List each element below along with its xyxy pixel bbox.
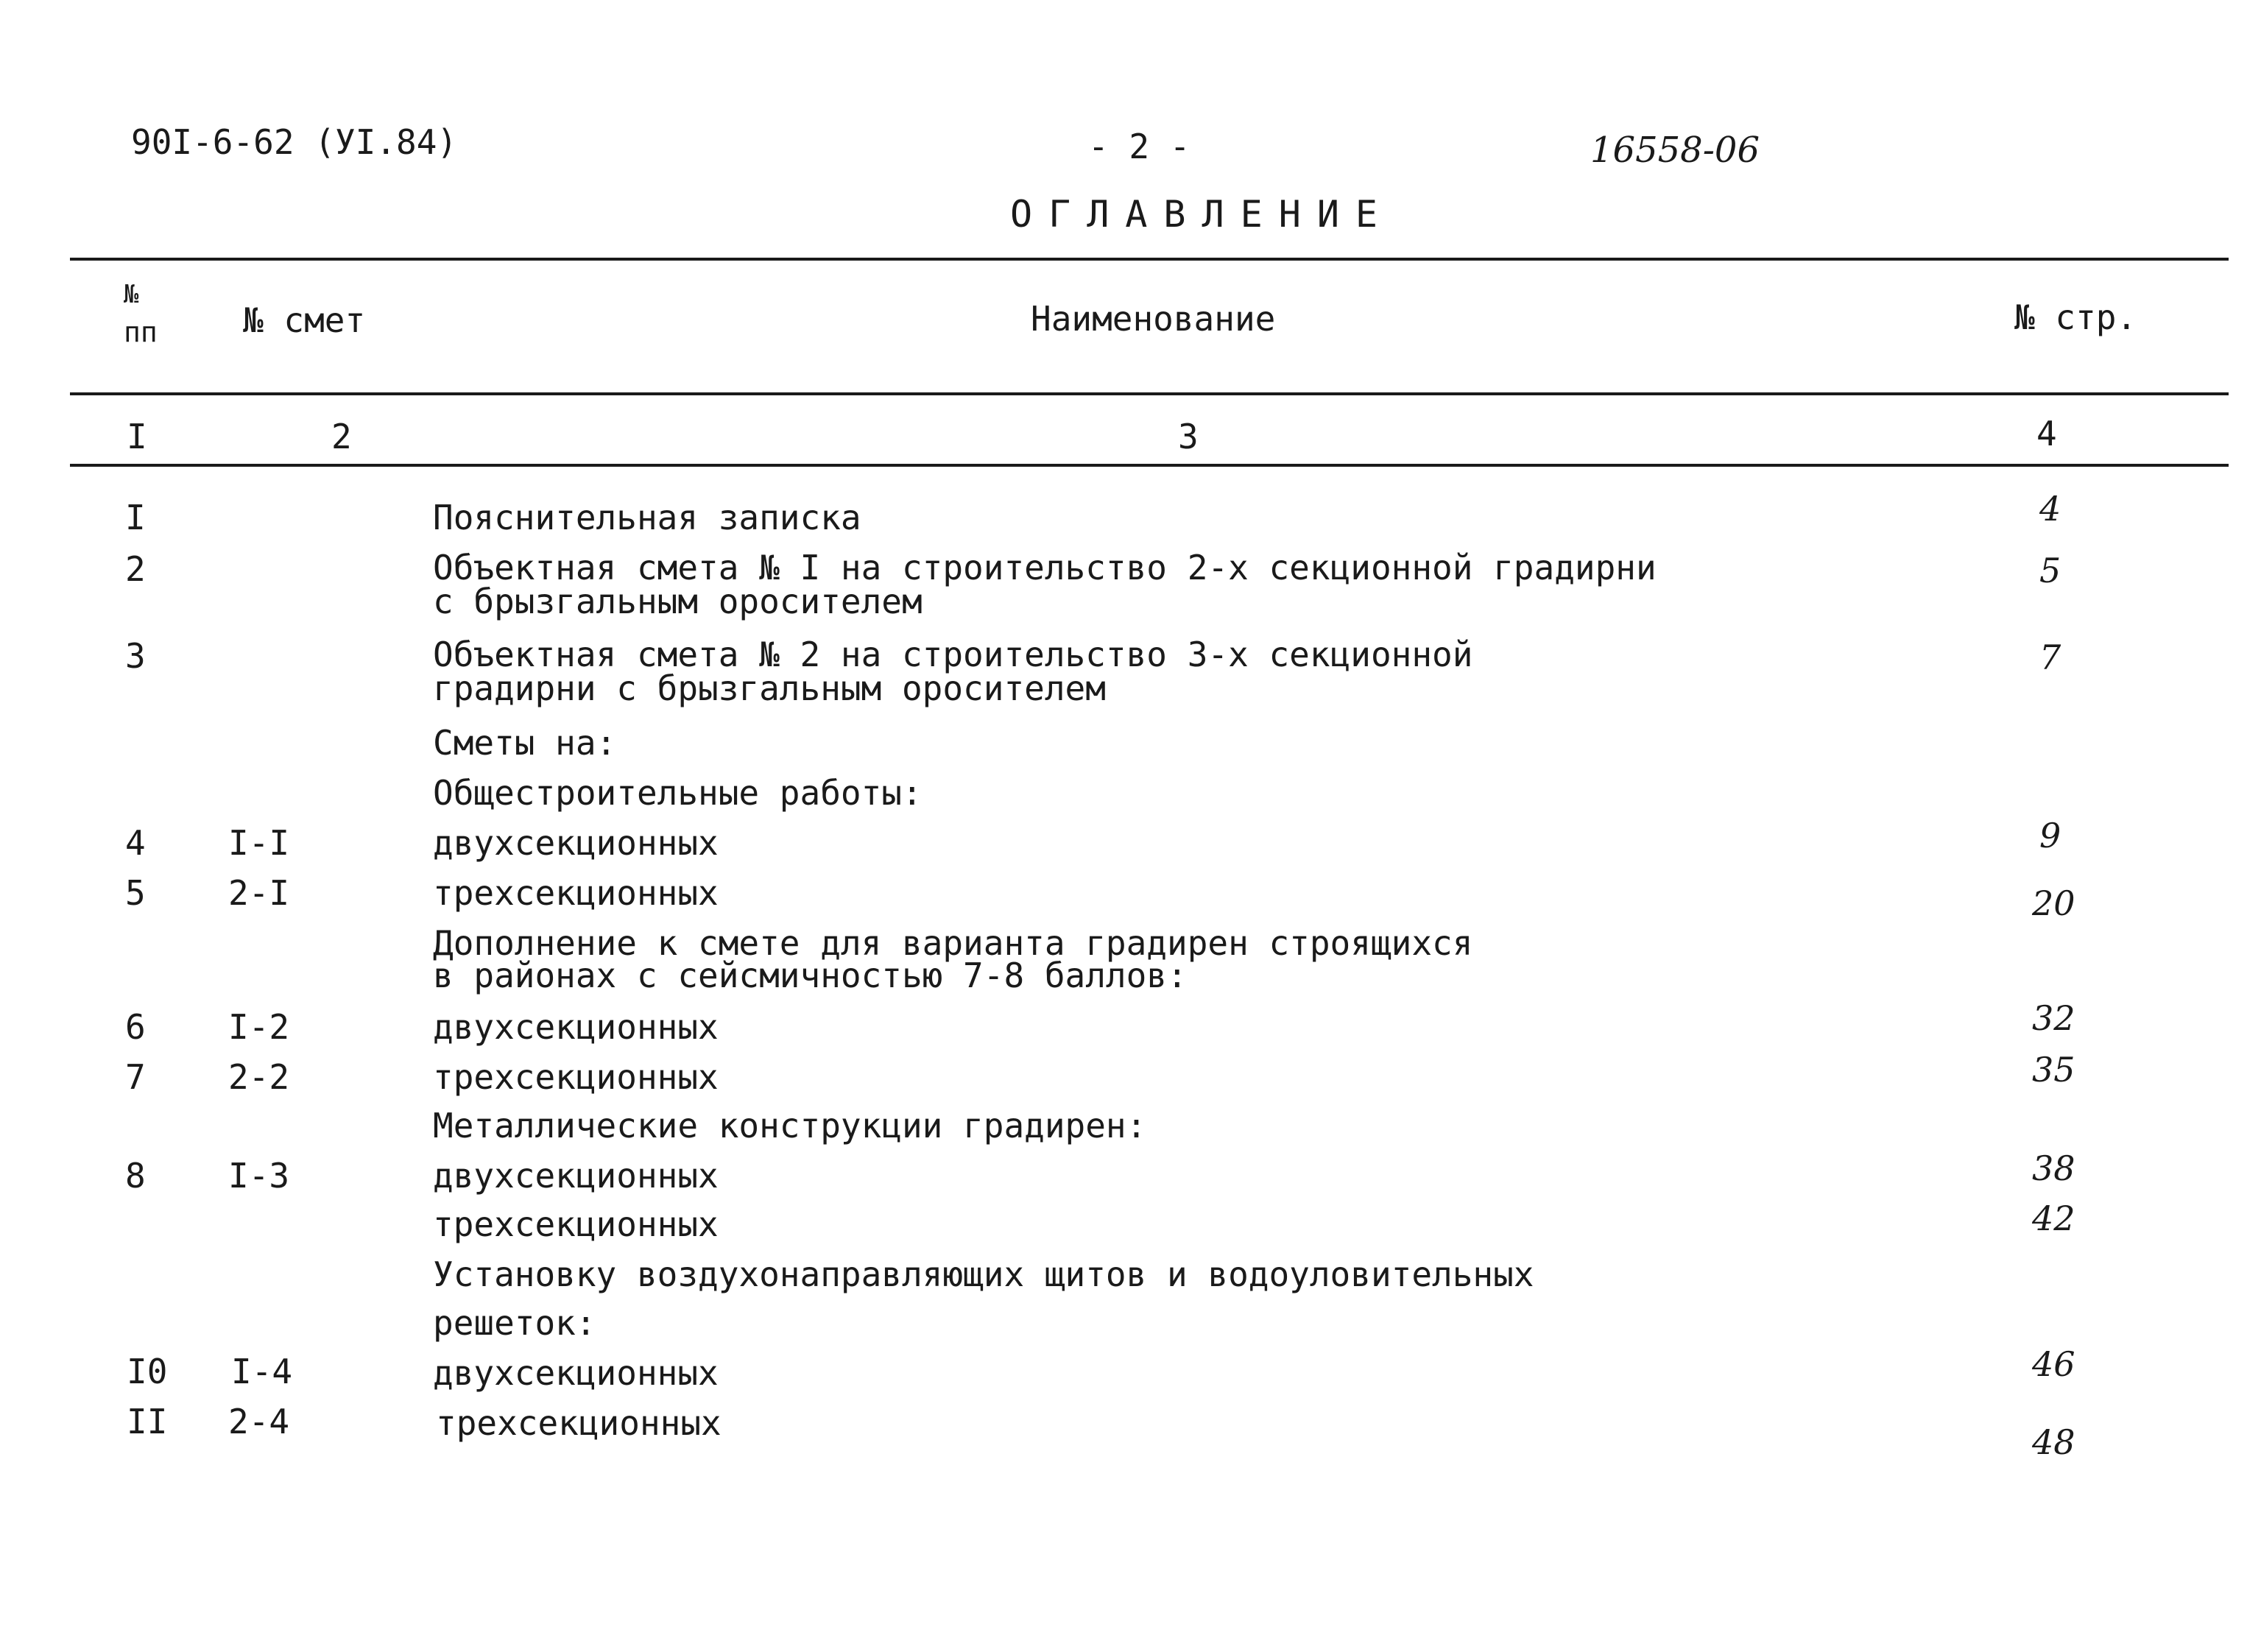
row-page: 4 (2039, 489, 2061, 529)
row-num: I0 (127, 1352, 168, 1391)
row-name: Пояснительная записка (433, 498, 861, 537)
row-name: Сметы на: (433, 723, 617, 763)
row-name: Установку воздухонаправляющих щитов и водоуловительных (433, 1254, 1534, 1294)
document-code: 90I-6-62 (УI.84) (131, 122, 458, 162)
header-page: № стр. (2014, 297, 2137, 337)
col-number-2: 2 (331, 417, 352, 456)
row-estimate: 2-2 (228, 1057, 290, 1097)
row-name: решеток: (433, 1303, 596, 1343)
row-name-line1: Объектная смета № I на строительство 2-х секционной градирни (433, 548, 1657, 587)
row-estimate: 2-I (228, 873, 290, 913)
header-num-pp: пп (124, 316, 158, 348)
row-num: I (125, 498, 146, 537)
col-numbers-bottom-rule (70, 464, 2229, 467)
row-name: трехсекционных (433, 1204, 719, 1244)
row-page: 42 (2032, 1199, 2075, 1238)
page-number: - 2 - (1088, 127, 1191, 166)
row-name-line2: в районах с сейсмичностью 7-8 баллов: (433, 956, 1188, 995)
row-page: 46 (2032, 1344, 2075, 1384)
row-num: 2 (125, 549, 146, 589)
row-estimate: I-2 (228, 1007, 290, 1047)
row-estimate: 2-4 (228, 1402, 290, 1441)
row-name-line2: градирни с брызгальным оросителем (433, 668, 1106, 708)
row-page: 32 (2032, 998, 2075, 1038)
row-name: трехсекционных (433, 873, 719, 913)
row-page: 20 (2032, 883, 2075, 923)
row-name-line2: с брызгальным оросителем (433, 582, 923, 621)
row-num: 7 (125, 1057, 146, 1097)
row-page: 48 (2032, 1422, 2075, 1462)
row-num: II (127, 1402, 168, 1441)
col-number-4: 4 (2036, 414, 2057, 453)
row-page: 9 (2039, 816, 2061, 855)
handwritten-code: 16558-06 (1590, 130, 1760, 171)
row-num: 8 (125, 1156, 146, 1196)
row-num: 4 (125, 823, 146, 863)
col-number-1: I (127, 417, 147, 456)
row-page: 35 (2032, 1050, 2075, 1090)
row-page: 7 (2039, 638, 2061, 677)
header-name: Наименование (1031, 299, 1276, 339)
row-name: Металлические конструкции градирен: (433, 1106, 1147, 1146)
header-num-symbol: № (124, 280, 139, 309)
table-top-rule (70, 258, 2229, 261)
row-num: 3 (125, 636, 146, 676)
row-num: 6 (125, 1007, 146, 1047)
row-estimate: I-I (228, 823, 290, 863)
row-name: трехсекционных (433, 1057, 719, 1097)
row-name: двухсекционных (433, 1007, 719, 1047)
row-page: 38 (2032, 1148, 2075, 1188)
row-name-line1: Дополнение к смете для варианта градирен строящихся (433, 923, 1473, 963)
row-estimate: I-4 (231, 1352, 293, 1391)
header-estimate-number: № смет (243, 300, 366, 340)
row-name: двухсекционных (433, 1353, 719, 1393)
row-name: Общестроительные работы: (433, 773, 923, 813)
page-title: ОГЛАВЛЕНИЕ (1010, 193, 1394, 236)
row-name: трехсекционных (436, 1403, 722, 1443)
row-num: 5 (125, 873, 146, 913)
row-page: 5 (2039, 551, 2061, 590)
row-name-line1: Объектная смета № 2 на строительство 3-х секционной (433, 635, 1473, 674)
row-name: двухсекционных (433, 1156, 719, 1196)
col-number-3: 3 (1178, 417, 1199, 456)
row-name: двухсекционных (433, 823, 719, 863)
row-estimate: I-3 (228, 1156, 290, 1196)
header-bottom-rule (70, 392, 2229, 395)
